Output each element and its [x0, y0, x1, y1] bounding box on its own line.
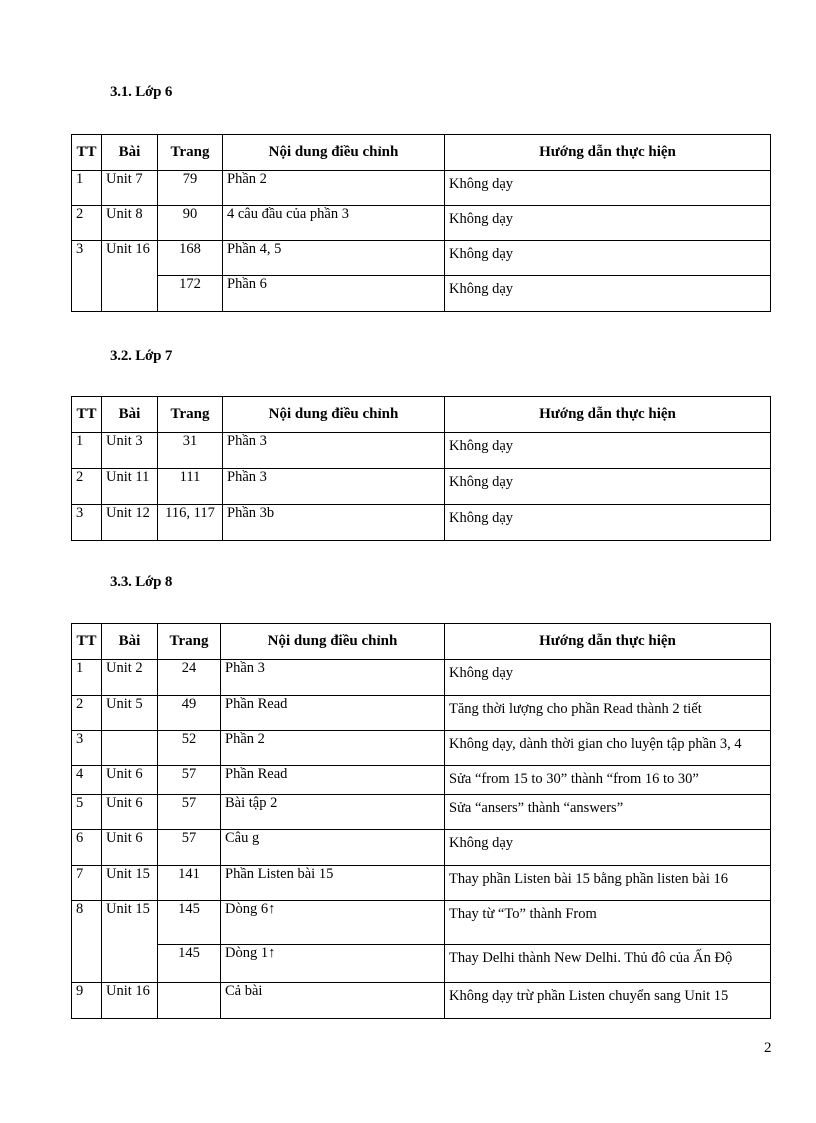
section-heading-lop-6: 3.1. Lớp 6: [110, 84, 173, 100]
cell-huong-dan: Không dạy: [445, 830, 771, 866]
cell-bai: Unit 12: [102, 505, 158, 541]
cell-bai: Unit 15: [102, 866, 158, 901]
page-number: 2: [764, 1040, 772, 1056]
cell-huong-dan: Sửa “from 15 to 30” thành “from 16 to 30”: [445, 766, 771, 795]
cell-noi-dung: Dòng 6↑: [221, 901, 445, 945]
cell-noi-dung: Phần Read: [221, 766, 445, 795]
cell-tt: 9: [72, 983, 102, 1019]
cell-huong-dan: Không dạy: [445, 469, 771, 505]
cell-bai: Unit 16: [102, 983, 158, 1019]
cell-bai: Unit 11: [102, 469, 158, 505]
cell-noi-dung: Phần 3: [223, 469, 445, 505]
cell-noi-dung: Bài tập 2: [221, 795, 445, 830]
cell-bai: Unit 15: [102, 901, 158, 983]
cell-tt: 2: [72, 206, 102, 241]
cell-bai: [102, 731, 158, 766]
header-tt: TT: [72, 135, 102, 171]
cell-tt: 1: [72, 660, 102, 696]
cell-trang: 172: [158, 276, 223, 312]
cell-trang: 79: [158, 171, 223, 206]
header-huong-dan: Hướng dẫn thực hiện: [445, 397, 771, 433]
table-header-row: [72, 135, 771, 171]
cell-noi-dung: Cả bài: [221, 983, 445, 1019]
table-row: [72, 433, 771, 469]
header-tt: TT: [72, 397, 102, 433]
cell-trang: 31: [158, 433, 223, 469]
section-heading-lop-7: 3.2. Lớp 7: [110, 348, 173, 364]
cell-noi-dung: Phần 2: [223, 171, 445, 206]
cell-bai: Unit 2: [102, 660, 158, 696]
cell-tt: 1: [72, 171, 102, 206]
cell-tt: 1: [72, 433, 102, 469]
cell-bai: Unit 6: [102, 766, 158, 795]
cell-tt: 6: [72, 830, 102, 866]
table-row: [72, 469, 771, 505]
cell-noi-dung: Câu g: [221, 830, 445, 866]
cell-trang: 141: [158, 866, 221, 901]
cell-trang: 116, 117: [158, 505, 223, 541]
header-noi-dung: Nội dung điều chỉnh: [223, 397, 445, 433]
cell-trang: 57: [158, 766, 221, 795]
cell-noi-dung: Phần 2: [221, 731, 445, 766]
cell-tt: 2: [72, 696, 102, 731]
table-row: [72, 171, 771, 206]
cell-huong-dan: Sửa “ansers” thành “answers”: [445, 795, 771, 830]
cell-trang: 90: [158, 206, 223, 241]
cell-trang: 52: [158, 731, 221, 766]
table-row: [72, 731, 771, 766]
table-lop-8: [71, 623, 771, 1019]
header-trang: Trang: [158, 624, 221, 660]
table-row: [72, 945, 771, 983]
cell-bai: Unit 6: [102, 795, 158, 830]
section-heading-lop-8: 3.3. Lớp 8: [110, 574, 173, 590]
cell-tt: 2: [72, 469, 102, 505]
cell-bai: Unit 16: [102, 241, 158, 312]
cell-noi-dung: Phần 3: [223, 433, 445, 469]
cell-trang: 57: [158, 795, 221, 830]
cell-noi-dung: 4 câu đầu của phần 3: [223, 206, 445, 241]
table-lop-7: [71, 396, 771, 541]
cell-tt: 3: [72, 505, 102, 541]
cell-huong-dan: Không dạy, dành thời gian cho luyện tập phần 3, 4: [445, 731, 771, 766]
cell-trang: 111: [158, 469, 223, 505]
cell-noi-dung: Phần 4, 5: [223, 241, 445, 276]
header-trang: Trang: [158, 135, 223, 171]
cell-bai: Unit 8: [102, 206, 158, 241]
table-lop-6: [71, 134, 771, 312]
cell-trang: 24: [158, 660, 221, 696]
cell-huong-dan: Không dạy: [445, 433, 771, 469]
cell-tt: 5: [72, 795, 102, 830]
cell-tt: 4: [72, 766, 102, 795]
table-header-row: [72, 624, 771, 660]
cell-bai: Unit 5: [102, 696, 158, 731]
cell-huong-dan: Không dạy: [445, 505, 771, 541]
cell-huong-dan: Không dạy: [445, 206, 771, 241]
cell-noi-dung: Phần Listen bài 15: [221, 866, 445, 901]
cell-huong-dan: Thay từ “To” thành From: [445, 901, 771, 945]
table-row: [72, 206, 771, 241]
cell-huong-dan: Không dạy trừ phần Listen chuyển sang Unit 15: [445, 983, 771, 1019]
cell-trang: 57: [158, 830, 221, 866]
header-noi-dung: Nội dung điều chỉnh: [223, 135, 445, 171]
cell-bai: Unit 6: [102, 830, 158, 866]
header-huong-dan: Hướng dẫn thực hiện: [445, 624, 771, 660]
table-header-row: [72, 397, 771, 433]
header-bai: Bài: [102, 397, 158, 433]
table-row: [72, 505, 771, 541]
cell-noi-dung: Phần 3: [221, 660, 445, 696]
cell-trang: 145: [158, 945, 221, 983]
table-row: [72, 866, 771, 901]
table-row: [72, 660, 771, 696]
table-row: [72, 241, 771, 276]
table-row: [72, 795, 771, 830]
table-row: [72, 830, 771, 866]
table-row: [72, 983, 771, 1019]
header-bai: Bài: [102, 624, 158, 660]
cell-trang: [158, 983, 221, 1019]
cell-huong-dan: Không dạy: [445, 276, 771, 312]
cell-tt: 3: [72, 731, 102, 766]
header-tt: TT: [72, 624, 102, 660]
cell-trang: 168: [158, 241, 223, 276]
cell-huong-dan: Không dạy: [445, 660, 771, 696]
cell-huong-dan: Thay Delhi thành New Delhi. Thủ đô của Ấn Độ: [445, 945, 771, 983]
cell-tt: 3: [72, 241, 102, 312]
cell-trang: 49: [158, 696, 221, 731]
cell-noi-dung: Phần 3b: [223, 505, 445, 541]
table-row: [72, 901, 771, 945]
cell-huong-dan: Tăng thời lượng cho phần Read thành 2 tiết: [445, 696, 771, 731]
header-huong-dan: Hướng dẫn thực hiện: [445, 135, 771, 171]
header-trang: Trang: [158, 397, 223, 433]
header-bai: Bài: [102, 135, 158, 171]
header-noi-dung: Nội dung điều chỉnh: [221, 624, 445, 660]
cell-tt: 7: [72, 866, 102, 901]
cell-huong-dan: Không dạy: [445, 171, 771, 206]
cell-bai: Unit 3: [102, 433, 158, 469]
cell-tt: 8: [72, 901, 102, 983]
table-row: [72, 766, 771, 795]
cell-huong-dan: Thay phần Listen bài 15 bằng phần listen bài 16: [445, 866, 771, 901]
cell-noi-dung: Phần 6: [223, 276, 445, 312]
cell-huong-dan: Không dạy: [445, 241, 771, 276]
cell-noi-dung: Phần Read: [221, 696, 445, 731]
table-row: [72, 276, 771, 312]
cell-noi-dung: Dòng 1↑: [221, 945, 445, 983]
cell-bai: Unit 7: [102, 171, 158, 206]
cell-trang: 145: [158, 901, 221, 945]
table-row: [72, 696, 771, 731]
